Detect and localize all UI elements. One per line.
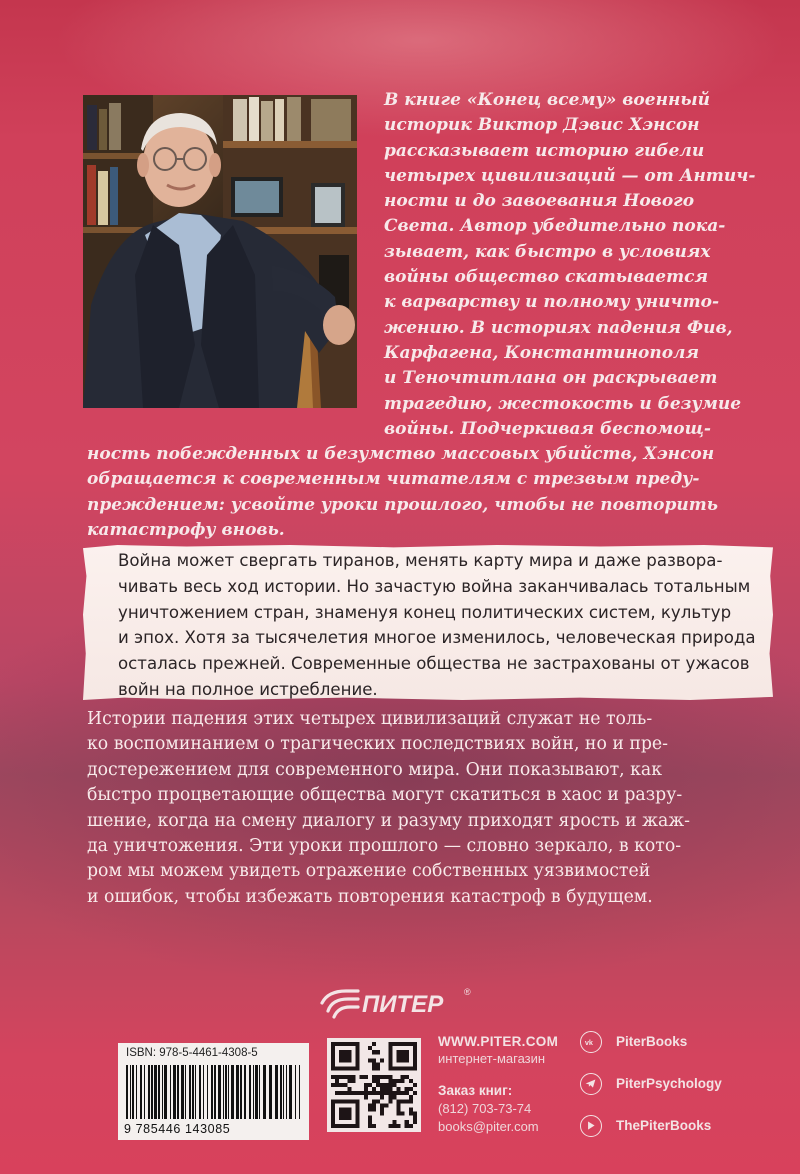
telegram-icon [580, 1073, 602, 1095]
intro-text-continued: ность побежденных и безумство массовых убийств, Хэнсон обращается к современным читателям с трезвым преду- преждением: усвойте уроки прошлого, чтобы не повторить катастрофу вновь. [87, 444, 718, 540]
publisher-name: ПИТЕР [362, 991, 444, 1018]
lessons-paragraph: Истории падения этих четырех цивилизаций служат не толь- ко воспоминанием о трагических последствиях войн, но и пре- достережением для современного мира. Они показывают, как быстро процветающие общества могут скатиться в хаос и разру- шение, когда на смену диалогу и разуму приходят ярость и жаж- да уничтожения. Эти уроки прошлого — словно зеркало, в кото- ром мы можем увидеть отражение собственных уязвимостей и ошибок, чтобы избежать повторения катастроф в будущем. [87, 709, 691, 907]
email-link[interactable]: books@piter.com [438, 1119, 539, 1134]
social-youtube-link[interactable] [580, 1115, 780, 1139]
order-books-label: Заказ книг: [438, 1083, 513, 1098]
website-link[interactable]: WWW.PITER.COM [438, 1034, 559, 1049]
paper-note-text: Война может свергать тиранов, менять карту мира и даже развора- чивать весь ход истории. Но зачастую война заканчивалась тотальным уничтожением стран, знаменуя конец политических систем, культур и эпох. Хотя за тысячелетия многое изменилось, человеческая природа осталась прежней. Современные общества не застрахованы от ужасов войн на полное истребление. [118, 551, 756, 699]
social-youtube-label: ThePiterBooks [616, 1118, 712, 1133]
svg-text:vk: vk [584, 1037, 593, 1047]
youtube-icon [580, 1115, 602, 1137]
social-vk-link[interactable] [580, 1031, 780, 1055]
isbn-barcode [118, 1043, 309, 1140]
qr-code[interactable] [327, 1038, 421, 1132]
publisher-logo [318, 983, 488, 1023]
barcode-number: 9 785446 143085 [124, 1122, 231, 1136]
social-telegram-link[interactable] [580, 1073, 780, 1097]
intro-text-right: В книге «Конец всему» военный историк Виктор Дэвис Хэнсон рассказывает историю гибели четырех цивилизаций — от Антич- ности и до завоевания Нового Света. Автор убедительно пока- зывает, как быстро в условиях войны общество скатывается к варварству и полному уничто- жению. В историях падения Фив, Карфагена, Константинополя и Теночтитлана он раскрывает трагедию, жестокость и безумие войны. Подчеркивая беспомощ- [384, 90, 756, 439]
isbn-label: ISBN: 978-5-4461-4308-5 [126, 1047, 258, 1059]
social-vk-label: PiterBooks [616, 1034, 688, 1049]
vk-icon [580, 1031, 602, 1053]
phone-number[interactable]: (812) 703-73-74 [438, 1101, 532, 1116]
author-photo [83, 95, 357, 408]
online-shop-label: интернет-магазин [438, 1051, 546, 1066]
social-telegram-label: PiterPsychology [616, 1076, 722, 1091]
registered-mark: ® [464, 987, 471, 997]
barcode-bars [124, 1065, 304, 1121]
